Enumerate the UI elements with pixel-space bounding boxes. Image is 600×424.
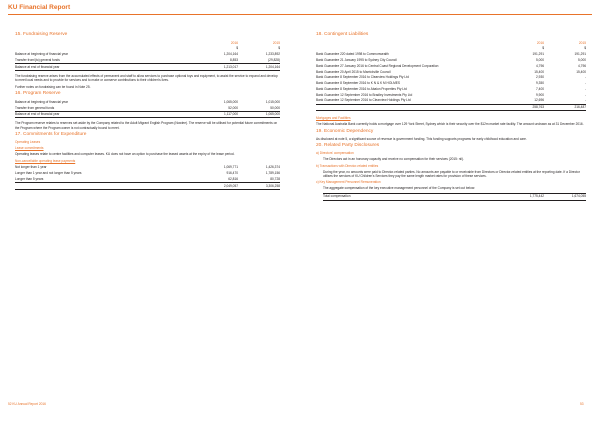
footer-left: 52 KU Annual Report 2016 bbox=[8, 402, 46, 406]
paragraph: The National Australia Bank currently holds a mortgage over 129 York Street, Sydney which is their security over the $12m market rate facility. The amount undrawn as at 31 December 2016. bbox=[316, 122, 584, 127]
paragraph: The Program reserve relates to reserves set aside by the Company related to the Adult Migrant English Program (Nowlee). The reserve will be utilised for potential future commitments on the Program where the Program owner is not contractually bound to meet. bbox=[15, 121, 278, 130]
table-row-total: Balance at end of financial year 1,117,000 1,065,000 bbox=[15, 112, 280, 117]
table-row: Bank Guarantee 12 September 2016 to Clearview Holdings Pty Ltd 12,696 - bbox=[316, 98, 586, 103]
col-2016: 2016 bbox=[230, 40, 238, 45]
section-19-title: 19. Economic Dependency bbox=[316, 128, 374, 134]
table-row: Bank Guarantee 20 April 2015 to Marrickville Council 15,400 15,400 bbox=[316, 69, 586, 74]
right-column bbox=[316, 32, 586, 201]
paragraph: The fundraising reserve arises from the accumulated effects of permanent and staff to allow services to purchase optional toys and equipment, to assist the service to expand and develop to meet local needs and to provide for services and to make or conserve contributions to their children's lives. bbox=[15, 73, 278, 83]
section-18-title: 18. Contingent Liabilities bbox=[316, 32, 369, 37]
table-row: Bank Guarantee 8 September 2016 to Clearview Holdings Pty Ltd 2,930 - bbox=[316, 75, 586, 80]
table-row: Bank Guarantee 220 dated 1998 to Commonwealth 191,291 191,291 bbox=[316, 52, 586, 57]
section-17-title: 17. Commitments for Expenditure bbox=[15, 132, 87, 138]
section-17 bbox=[15, 132, 280, 190]
table-row-total: 2,049,057 3,306,258 bbox=[15, 183, 280, 190]
paragraph: The aggregate compensation of the key executive management personnel of the Company is set out below: bbox=[323, 186, 476, 191]
col-2015: 2015 bbox=[578, 40, 586, 45]
unit: $ bbox=[278, 46, 280, 51]
subheading: Mortgages and Facilities bbox=[316, 116, 351, 121]
paragraph: The Directors act in an honorary capacity and receive no compensation for their services (2015: nil). bbox=[323, 157, 464, 162]
subheading: b) Transactions with Director-related entities bbox=[316, 163, 379, 168]
table-row: Not longer than 1 year 1,069,771 1,426,374 bbox=[15, 165, 280, 170]
section-15-title: 15. Fundraising Reserve bbox=[15, 32, 68, 37]
section-18 bbox=[316, 32, 586, 127]
table-row: Bank Guarantee 12 September 2016 to Bradley Investments Pty Ltd 9,900 - bbox=[316, 92, 586, 97]
unit: $ bbox=[542, 46, 544, 51]
table-row: Bank Guarantee 8 September 2016 to Abalon Properties Pty Ltd 7,400 - bbox=[316, 86, 586, 91]
col-2015: 2015 bbox=[272, 40, 280, 45]
section-16 bbox=[15, 91, 280, 130]
paragraph: During the year, no amounts were paid to Director-related parties. No amounts are payable to or receivable from Directors or Director-related entities at the reporting date. If a Director utilises the services of KU Children's Services they pay the same length market rates for provision of these services. bbox=[323, 169, 580, 178]
table-row: Bank Guarantee 8 September 2016 to K N & K M HOLMES 9,350 - bbox=[316, 81, 586, 86]
paragraph: Further notes on fundraising can be found in Note 25. bbox=[15, 84, 91, 89]
unit: $ bbox=[236, 46, 238, 51]
section-20-title: 20. Related Party Disclosures bbox=[316, 143, 380, 149]
table-row: Transfer from/(to) general funds 8,853 (29,828) bbox=[15, 57, 280, 62]
subheading: Operating Leases bbox=[15, 140, 41, 145]
table-row: Longer than 5 years 62,816 80,728 bbox=[15, 176, 280, 181]
section-20 bbox=[316, 143, 586, 200]
section-19 bbox=[316, 129, 586, 141]
table-row-total: Total compensation 1,775,442 1,674,055 bbox=[323, 194, 586, 199]
left-column bbox=[15, 32, 280, 190]
table-row: Bank Guarantee 27 January 2016 to Central Coast Regional Development Corporation 4,796 4,796 bbox=[316, 63, 586, 68]
table-row: Bank Guarantee 21 January 1995 to Sydney City Council 5,000 5,000 bbox=[316, 57, 586, 62]
remuneration-table bbox=[323, 193, 586, 201]
lease-commitments-table bbox=[15, 165, 280, 190]
subheading: Non-cancellable operating lease payments bbox=[15, 158, 76, 163]
col-2016: 2016 bbox=[536, 40, 544, 45]
section-15 bbox=[15, 32, 280, 89]
subheading: c) Key Management Personnel Remuneration bbox=[316, 180, 381, 185]
header-rule bbox=[8, 14, 592, 15]
report-title: KU Financial Report bbox=[8, 4, 71, 11]
subheading: a) Directors' compensation bbox=[316, 151, 354, 156]
contingent-liabilities-table bbox=[316, 40, 586, 111]
table-row-total: Balance at end of financial year 1,213,017 1,204,164 bbox=[15, 64, 280, 69]
table-row: Balance at beginning of financial year 1,204,164 1,233,892 bbox=[15, 52, 280, 57]
page-number: 53 bbox=[580, 402, 584, 406]
table-row: Transfer from general funds 52,000 50,000 bbox=[15, 105, 280, 110]
table-row-total: 258,763 216,487 bbox=[316, 104, 586, 111]
subheading: Lease commitments bbox=[15, 146, 44, 151]
paragraph: Operating leases relate to centre facilities and computer leases. KU does not have an option to purchase the leased assets at the expiry of the lease period. bbox=[15, 152, 235, 157]
table-row: Balance at beginning of financial year 1,065,000 1,015,000 bbox=[15, 99, 280, 104]
table-row: Longer than 1 year and not longer than 5 years 916,470 1,789,156 bbox=[15, 171, 280, 176]
unit: $ bbox=[584, 46, 586, 51]
fundraising-reserve-table bbox=[15, 40, 280, 71]
paragraph: As disclosed at note 5, a significant source of revenue is government funding. This funding supports programs for early childhood education and care. bbox=[316, 136, 527, 141]
program-reserve-table bbox=[15, 99, 280, 118]
section-16-title: 16. Program Reserve bbox=[15, 91, 61, 97]
